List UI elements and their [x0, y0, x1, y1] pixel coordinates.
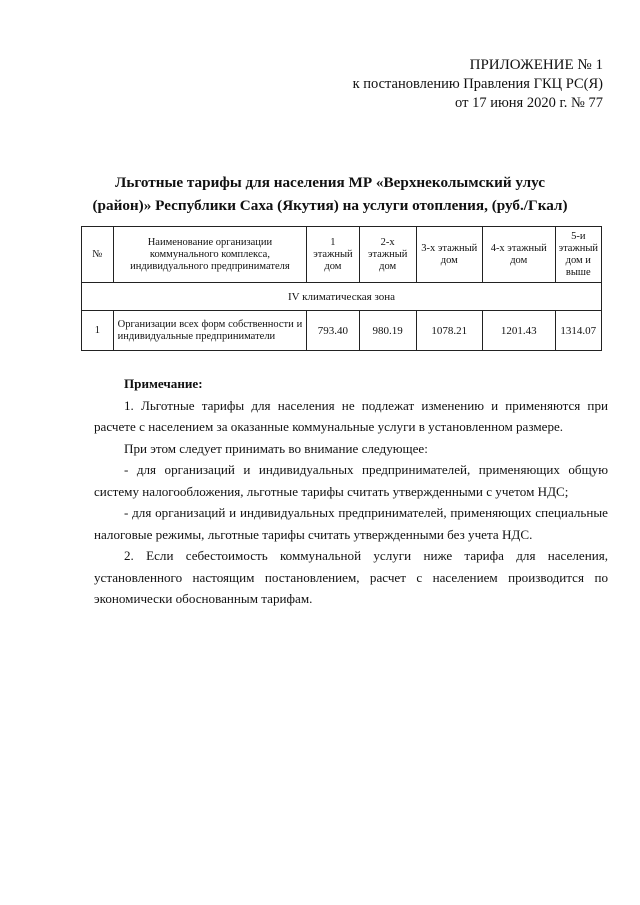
- row-organization: Организации всех форм собственности и индивидуальные предприниматели: [113, 311, 307, 351]
- annex-title: ПРИЛОЖЕНИЕ № 1: [469, 57, 603, 73]
- header-4-floor: 4-х этажный дом: [482, 227, 555, 283]
- climate-zone-label: IV климатическая зона: [82, 283, 602, 311]
- note-paragraph-3: - для организаций и индивидуальных предпринимателей, применяющих общую систему налогообложения, льготные тарифы считать утвержденными с учетом НДС;: [94, 462, 608, 499]
- note-paragraph-1: 1. Льготные тарифы для населения не подлежат изменению и применяются при расчете с населением за оказанные коммунальные услуги в установленном размере.: [94, 397, 608, 434]
- annex-date: от 17 июня 2020 г. № 77: [455, 95, 603, 111]
- tariff-2-floor: 980.19: [359, 311, 416, 351]
- header-3-floor: 3-х этажный дом: [416, 227, 482, 283]
- notes-heading: Примечание:: [124, 376, 203, 391]
- annex-resolution-ref: к постановлению Правления ГКЦ РС(Я): [352, 76, 603, 92]
- note-paragraph-4: - для организаций и индивидуальных предпринимателей, применяющих специальные налоговые режимы, льготные тарифы считать утвержденными без учета НДС.: [94, 505, 608, 542]
- notes-section: [94, 373, 608, 610]
- table-header-row: [82, 227, 602, 283]
- header-5-floor: 5-и этажный дом и выше: [555, 227, 601, 283]
- tariff-table: [81, 226, 602, 351]
- document-title: [80, 171, 580, 217]
- header-1-floor: 1 этажный дом: [307, 227, 359, 283]
- annex-header: [353, 56, 603, 113]
- note-paragraph-2: При этом следует принимать во внимание следующее:: [124, 440, 428, 456]
- header-2-floor: 2-х этажный дом: [359, 227, 416, 283]
- tariff-3-floor: 1078.21: [416, 311, 482, 351]
- table-row: [82, 311, 602, 351]
- document-title-line-1: Льготные тарифы для населения МР «Верхнеколымский улус: [115, 174, 545, 191]
- document-title-line-2: (район)» Республики Саха (Якутия) на услуги отопления, (руб./Гкал): [92, 197, 568, 214]
- tariff-5-floor: 1314.07: [555, 311, 601, 351]
- climate-zone-row: [82, 283, 602, 311]
- tariff-4-floor: 1201.43: [482, 311, 555, 351]
- header-number: №: [82, 227, 114, 283]
- tariff-1-floor: 793.40: [307, 311, 359, 351]
- row-number: 1: [82, 311, 114, 351]
- note-paragraph-5: 2. Если себестоимость коммунальной услуги ниже тарифа для населения, установленного настоящим постановлением, расчет с населением производится по экономически обоснованным тарифам.: [94, 548, 608, 606]
- header-organization: Наименование организации коммунального комплекса, индивидуального предпринимателя: [113, 227, 307, 283]
